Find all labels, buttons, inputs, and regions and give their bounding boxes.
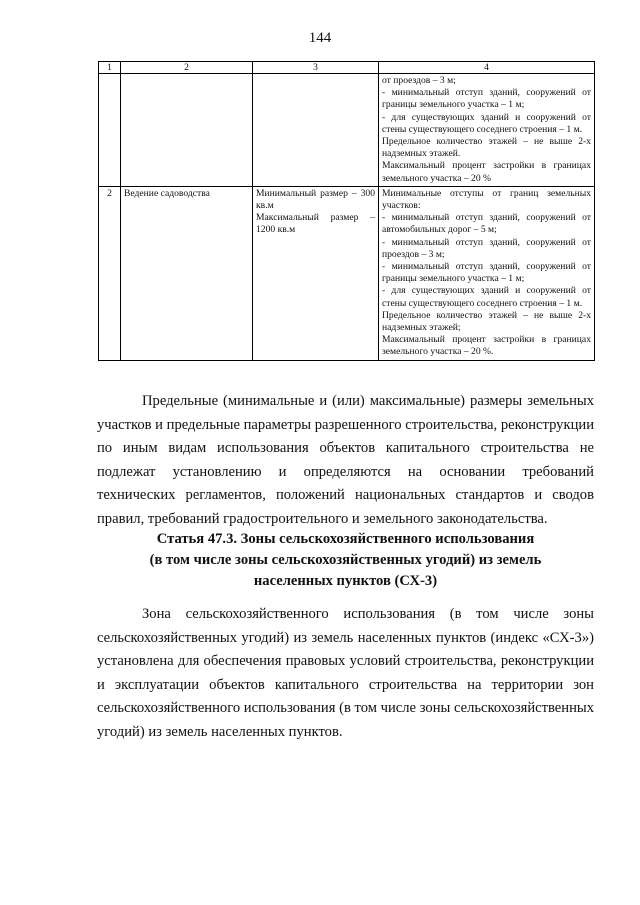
parameter-line: Предельное количество этажей – не выше 2-х надземных этажей. bbox=[382, 136, 591, 160]
heading-line: (в том числе зоны сельскохозяйственных угодий) из земель bbox=[149, 552, 542, 568]
parameters-cell bbox=[379, 74, 595, 187]
parameter-line: - для существующих зданий и сооружений от стены существующего соседнего строения – 1 м. bbox=[382, 285, 591, 309]
parameters-cell bbox=[379, 186, 595, 360]
parameter-line: Предельное количество этажей – не выше 2-х надземных этажей; bbox=[382, 309, 591, 334]
article-heading bbox=[97, 529, 594, 592]
parameter-line: - для существующих зданий и сооружений от стены существующего соседнего строения – 1 м. bbox=[382, 111, 591, 135]
parameter-line: Минимальные отступы от границ земельных участков: bbox=[382, 187, 591, 212]
table-header-row bbox=[99, 62, 595, 74]
table-row bbox=[99, 74, 595, 187]
table-row bbox=[99, 186, 595, 360]
page-number: 144 bbox=[308, 30, 332, 46]
parameter-line: - минимальный отступ зданий, сооружений от границы земельного участка – 1 м; bbox=[382, 261, 591, 285]
heading-line: Статья 47.3. Зоны сельскохозяйственного использования bbox=[156, 531, 535, 547]
plot-size-line: Максимальный размер – 1200 кв.м bbox=[256, 212, 375, 236]
row-number-cell bbox=[99, 74, 121, 187]
plot-size-cell bbox=[253, 74, 379, 187]
parameter-line: - минимальный отступ зданий, сооружений от автомобильных дорог – 5 м; bbox=[382, 212, 591, 236]
plot-size-line: Минимальный размер – 300 кв.м bbox=[256, 187, 375, 212]
row-number-cell: 2 bbox=[99, 186, 121, 360]
parameter-line: Максимальный процент застройки в границах земельного участка – 20 %. bbox=[382, 334, 591, 358]
column-header: 4 bbox=[379, 62, 595, 74]
land-use-name-cell bbox=[121, 74, 253, 187]
land-use-table bbox=[98, 61, 595, 361]
plot-size-cell bbox=[253, 186, 379, 360]
parameter-line: - минимальный отступ зданий, сооружений от проездов – 3 м; bbox=[382, 236, 591, 260]
parameter-line: - минимальный отступ зданий, сооружений от границы земельного участка – 1 м; bbox=[382, 87, 591, 111]
body-paragraph: Зона сельскохозяйственного использования (в том числе зоны сельскохозяйственных угодий) из земель населенных пунктов (индекс «СХ-3») установлена для обеспечения правовых условий строительства, реконструкции и эксплуатации объектов капитального строительства на территории зон сельскохозяйственного использования (в том числе зоны сельскохозяйственных угодий) из земель населенных пунктов. bbox=[97, 606, 594, 740]
heading-line: населенных пунктов (СХ-3) bbox=[253, 573, 438, 589]
column-header: 1 bbox=[99, 62, 121, 74]
column-header: 3 bbox=[253, 62, 379, 74]
body-paragraph: Предельные (минимальные и (или) максимальные) размеры земельных участков и предельные параметры разрешенного строительства, реконструкции по иным видам использования объектов капитального строительства не подлежат установлению и определяются на основании требований технических регламентов, положений национальных стандартов и сводов правил, требований градостроительного и земельного законодательства. bbox=[97, 393, 594, 527]
parameter-line: Максимальный процент застройки в границах земельного участка – 20 % bbox=[382, 160, 591, 184]
land-use-name-cell: Ведение садоводства bbox=[121, 186, 253, 360]
parameter-line: от проездов – 3 м; bbox=[382, 75, 456, 86]
column-header: 2 bbox=[121, 62, 253, 74]
